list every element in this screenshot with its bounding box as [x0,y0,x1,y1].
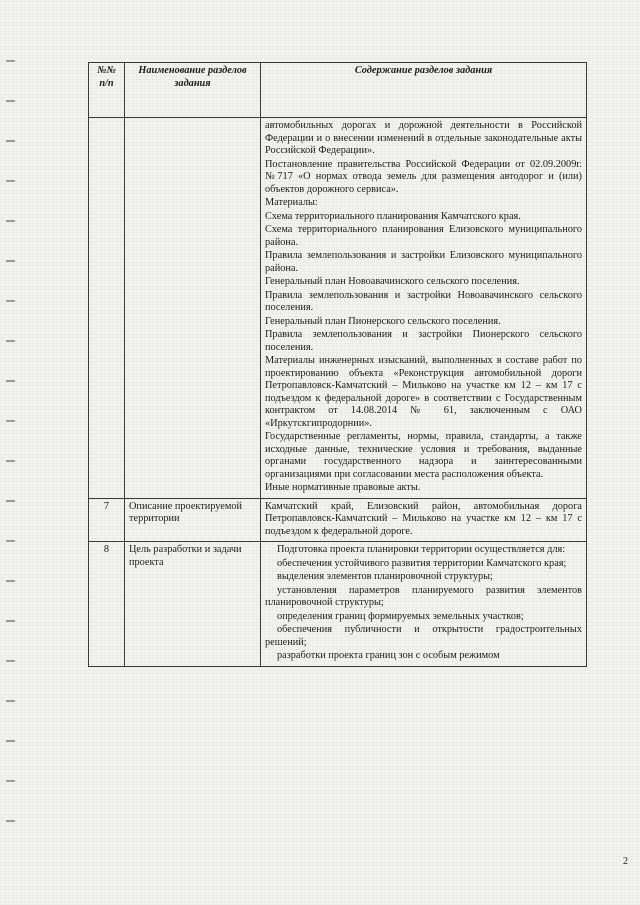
row-name: Цель разработки и задачи проекта [125,542,261,667]
list-item: обеспечения публичности и открытости градостроительных решений; [265,624,582,648]
punch-mark [6,260,15,262]
punch-mark [6,340,15,342]
punch-mark [6,380,15,382]
punch-mark [6,540,15,542]
punch-mark [6,620,15,622]
row-content [261,118,587,499]
list-item: Генеральный план Пионерского сельского поселения. [265,315,501,327]
punch-mark [6,60,15,62]
punch-mark [6,820,15,822]
list-item: Генеральный план Новоавачинского сельского поселения. [265,276,520,287]
header-section-name: Наименование разделов задания [125,63,261,118]
punch-mark [6,300,15,302]
row-number: 8 [89,542,125,667]
list-item: Иные нормативные правовые акты. [265,482,421,493]
list-item: выделения элементов планировочной структуры; [277,571,493,582]
punch-mark [6,220,15,222]
list-item: Схема территориального планирования Елизовского муниципального района. [265,224,582,248]
row-number [89,118,125,499]
punch-mark [6,100,15,102]
header-number: №№ п/п [89,63,125,118]
list-item: установления параметров планируемого развития элементов планировочной структуры; [265,584,582,608]
table-row [89,118,587,499]
punch-mark [6,580,15,582]
punch-mark [6,780,15,782]
list-item: Материалы: [265,197,318,208]
punch-mark [6,500,15,502]
punch-mark [6,420,15,422]
table-row [89,498,587,542]
row-content [261,542,587,667]
row-name: Описание проектируемой территории [125,498,261,542]
list-item: автомобильных дорогах и дорожной деятельности в Российской Федерации и о внесении изменений в отдельные законодательные акты Российской Федерации». [265,120,582,156]
punch-mark [6,460,15,462]
page-number: 2 [623,856,628,867]
list-item: Постановление правительства Российской Федерации от 02.09.2009г. №717 «О нормах отвода земель для размещения автодорог и (или) объектов дорожного сервиса». [265,158,582,195]
list-item: Правила землепользования и застройки Новоавачинского сельского поселения. [265,289,582,313]
list-item: Правила землепользования и застройки Пионерского сельского поселения. [265,329,582,353]
punch-mark [6,140,15,142]
punch-mark [6,660,15,662]
table-row [89,542,587,667]
list-item: Материалы инженерных изысканий, выполненных в составе работ по проектированию объекта «Реконструкция автомобильной дороги Петропавловск-Камчатский – Мильково на участке км 12 – км 17 с подъездом к федеральной дороге» в соответствии с Государственным контрактом от 14.08.2014 № 61, заключенным с ОАО «Иркутскгипродорнии». [265,355,582,429]
list-item: определения границ формируемых земельных участков; [277,610,524,622]
list-item: Правила землепользования и застройки Елизовского муниципального района. [265,250,582,274]
list-item: Государственные регламенты, нормы, правила, стандарты, а также исходные данные, технические условия и требования, выданные органами государственного надзора и заинтересованными организациями при согласовании места расположения объекта. [265,431,582,480]
punch-mark [6,700,15,702]
punch-mark [6,740,15,742]
list-item: обеспечения устойчивого развития территории Камчатского края; [277,557,567,569]
row-number: 7 [89,498,125,542]
row-name [125,118,261,499]
task-sections-table [88,62,587,667]
row-content [261,498,587,542]
table-header-row [89,63,587,118]
list-item: разработки проекта границ зон с особым режимом [277,650,500,661]
list-item: Камчатский край, Елизовский район, автомобильная дорога Петропавловск-Камчатский – Мильково на участке км 12 – км 17 с подъездом к федеральной дороге. [265,500,582,537]
punch-mark [6,180,15,182]
list-item: Схема территориального планирования Камчатского края. [265,210,521,222]
list-item: Подготовка проекта планировки территории осуществляется для: [277,544,566,555]
header-section-content: Содержание разделов задания [261,63,587,118]
